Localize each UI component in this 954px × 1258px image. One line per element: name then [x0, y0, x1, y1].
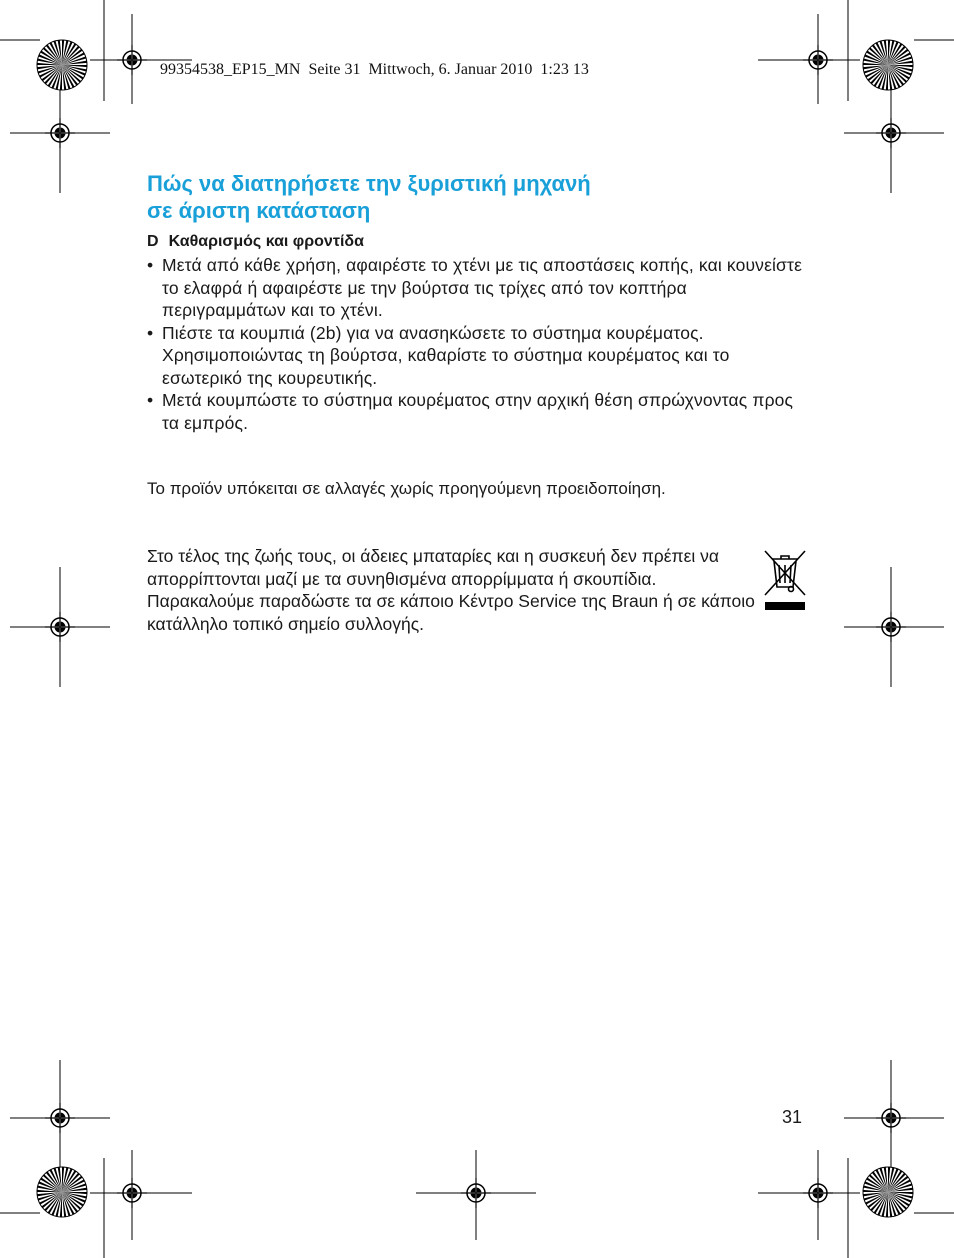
- list-item: • Μετά κουμπώστε το σύστημα κουρέματος στην αρχική θέση σπρώχνοντας προς τα εμπρός.: [147, 389, 812, 434]
- page-number: 31: [782, 1107, 803, 1127]
- section-heading: [147, 233, 364, 251]
- section-title: Καθαρισμός και φροντίδα: [168, 233, 364, 250]
- list-item: • Μετά από κάθε χρήση, αφαιρέστε το χτένι με τις αποστάσεις κοπής, και κουνείστε το ελαφρά ή αφαιρέστε με την βούρτσα τις τρίχες από τον κοπτήρα περιγραμμάτων και το χτένι.: [147, 254, 812, 322]
- page-title: [147, 170, 787, 224]
- change-notice: Το προϊόν υπόκειται σε αλλαγές χωρίς προηγούμενη προειδοποίηση.: [147, 479, 666, 498]
- instruction-list: [147, 254, 812, 434]
- page-title-line-2: σε άριστη κατάσταση: [147, 198, 371, 223]
- section-letter: D: [147, 233, 159, 250]
- print-slug-header: 99354538_EP15_MN Seite 31 Mittwoch, 6. Januar 2010 1:23 13: [160, 61, 589, 78]
- page-title-line-1: Πώς να διατηρήσετε την ξυριστική μηχανή: [147, 171, 591, 196]
- crossed-out-wheelie-bin-icon: [763, 549, 807, 611]
- disposal-notice: Στο τέλος της ζωής τους, οι άδειες μπαταρίες και η συσκευή δεν πρέπει να απορρίπτονται μαζί με τα συνηθισμένα απορρίμματα ή σκουπίδια. Παρακαλούμε παραδώστε τα σε κάποιο Κέντρο Service της Braun ή σε κάποιο κατάλληλο τοπικό σημείο συλλογής.: [147, 546, 755, 634]
- list-item: • Πιέστε τα κουμπιά (2b) για να ανασηκώσετε το σύστημα κουρέματος. Χρησιμοποιώντας τη βούρτσα, καθαρίστε το σύστημα κουρέματος και το εσωτερικό της κουρευτικής.: [147, 322, 812, 390]
